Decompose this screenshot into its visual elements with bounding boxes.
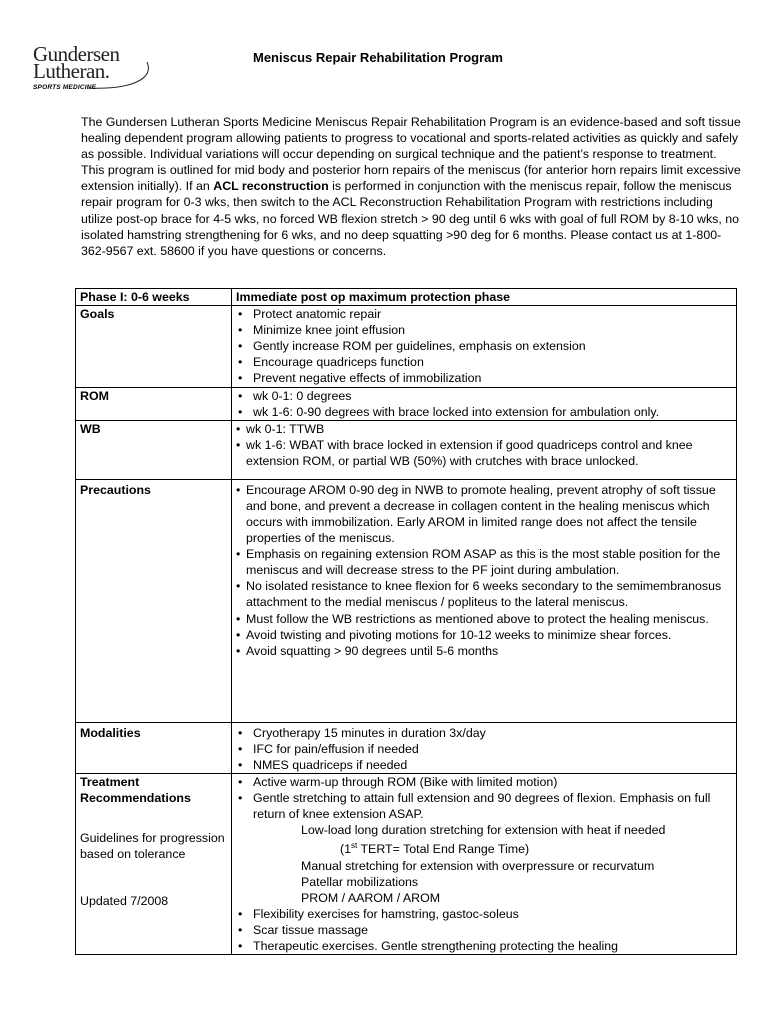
list-item: • Avoid squatting > 90 degrees until 5-6 months	[236, 643, 732, 659]
list-item: • Active warm-up through ROM (Bike with limited motion)	[236, 774, 732, 790]
list-item: • wk 0-1: 0 degrees	[236, 388, 732, 404]
logo-line-3: SPORTS MEDICINE	[33, 84, 97, 91]
goals-row	[76, 306, 737, 387]
treatment-cell	[76, 774, 232, 955]
list-item	[236, 790, 732, 906]
list-item: • Avoid twisting and pivoting motions for 10-12 weeks to minimize shear forces.	[236, 627, 732, 643]
precautions-row	[76, 479, 737, 722]
intro-text-2: is performed in conjunction with the meniscus repair, follow the meniscus repair program for 0-3 wks, then switch to the ACL Reconstruction Rehabilitation Program with restrictions including utilize post-op brace for 4-5 wks, no forced WB flexion stretch > 90 deg until 6 wks with goal of full ROM by 8-10 wks, no isolated hamstring strengthening for 6 wks, and no deep squatting >90 deg for 6 months. Please contact us at 1-800-362-9567 ext. 58600 if you have questions or concerns.	[81, 179, 740, 258]
rom-label: ROM	[76, 387, 232, 420]
intro-text-1: The Gundersen Lutheran Sports Medicine Meniscus Repair Rehabilitation Program is an evidence-based and soft tissue healing dependent program allowing patients to progress to vocational and sports-related activities as quickly and safely as possible. Individual variations will occur depending on surgical technique and the patient’s response to treatment. This program is outlined for mid body and posterior horn repairs of the meniscus (for anterior horn repairs limit excessive extension initially). If an	[81, 115, 741, 194]
tert-text: TERT= Total End Range Time)	[357, 842, 530, 857]
tert-sup: st	[351, 841, 358, 851]
wb-list	[236, 421, 732, 469]
logo-line-2: Lutheran.	[33, 59, 110, 83]
list-item: • IFC for pain/effusion if needed	[236, 741, 732, 757]
intro-paragraph	[81, 114, 741, 259]
sub-item	[253, 838, 732, 857]
precautions-label: Precautions	[76, 479, 232, 722]
sub-item: Low-load long duration stretching for extension with heat if needed	[301, 823, 666, 838]
progression-guidelines: Guidelines for progression based on tolerance	[80, 831, 225, 862]
sub-item: PROM / AAROM / AROM	[301, 890, 441, 905]
stretching-item: Gentle stretching to attain full extension and 90 degrees of flexion. Emphasis on full return of knee extension ASAP.	[253, 791, 711, 822]
list-item: • Therapeutic exercises. Gentle strengthening protecting the healing	[236, 938, 732, 954]
list-item: • Cryotherapy 15 minutes in duration 3x/day	[236, 725, 732, 741]
wb-row	[76, 420, 737, 479]
list-item: • Gently increase ROM per guidelines, emphasis on extension	[236, 338, 732, 354]
list-item: • wk 0-1: TTWB	[236, 421, 732, 437]
list-item: • Flexibility exercises for hamstring, gastoc-soleus	[236, 906, 732, 922]
list-item: • NMES quadriceps if needed	[236, 757, 732, 773]
table-header-row	[76, 289, 737, 306]
intro-bold-acl: ACL reconstruction	[213, 179, 329, 194]
phase-label: Phase I: 0-6 weeks	[76, 289, 232, 306]
phase-table	[75, 288, 737, 955]
modalities-row	[76, 722, 737, 773]
list-item: • wk 1-6: WBAT with brace locked in extension if good quadriceps control and knee extension ROM, or partial WB (50%) with crutches with brace unlocked.	[236, 437, 732, 469]
list-item: • Minimize knee joint effusion	[236, 322, 732, 338]
list-item: • Scar tissue massage	[236, 922, 732, 938]
rom-list	[236, 388, 732, 420]
list-item: • Must follow the WB restrictions as mentioned above to protect the healing meniscus.	[236, 611, 732, 627]
list-item: • Protect anatomic repair	[236, 306, 732, 322]
list-item: • Prevent negative effects of immobilization	[236, 370, 732, 386]
modalities-list	[236, 725, 732, 773]
logo-swoosh	[33, 44, 158, 96]
gundersen-lutheran-logo	[33, 44, 158, 94]
logo-line-1: Gundersen	[33, 42, 120, 66]
treatment-label: Treatment Recommendations	[80, 775, 191, 806]
goals-list	[236, 306, 732, 386]
list-item: • Encourage AROM 0-90 deg in NWB to promote healing, prevent atrophy of soft tissue and bone, and prevent a decrease in collagen content in the healing meniscus which occurs with immobilization. Early AROM in limited range does not affect the tensile properties of the meniscus.	[236, 482, 732, 546]
wb-label: WB	[76, 420, 232, 479]
modalities-label: Modalities	[76, 722, 232, 773]
goals-label: Goals	[76, 306, 232, 387]
treatment-list	[236, 774, 732, 954]
list-item: • Encourage quadriceps function	[236, 354, 732, 370]
updated-date: Updated 7/2008	[80, 894, 169, 909]
list-item: • Emphasis on regaining extension ROM ASAP as this is the most stable position for the meniscus and will decrease stress to the PF joint during ambulation.	[236, 546, 732, 578]
rom-row	[76, 387, 737, 420]
document-title: Meniscus Repair Rehabilitation Program	[253, 50, 503, 65]
sub-item: Manual stretching for extension with overpressure or recurvatum	[301, 858, 655, 873]
list-item: • No isolated resistance to knee flexion for 6 weeks secondary to the semimembranosus attachment to the medial meniscus / popliteus to the lateral meniscus.	[236, 578, 732, 610]
precautions-list	[236, 482, 732, 659]
sub-item: Patellar mobilizations	[301, 874, 419, 889]
tert-open: (1	[340, 842, 352, 857]
list-item: • wk 1-6: 0-90 degrees with brace locked into extension for ambulation only.	[236, 404, 732, 420]
phase-description: Immediate post op maximum protection phase	[232, 289, 737, 306]
treatment-row	[76, 774, 737, 955]
